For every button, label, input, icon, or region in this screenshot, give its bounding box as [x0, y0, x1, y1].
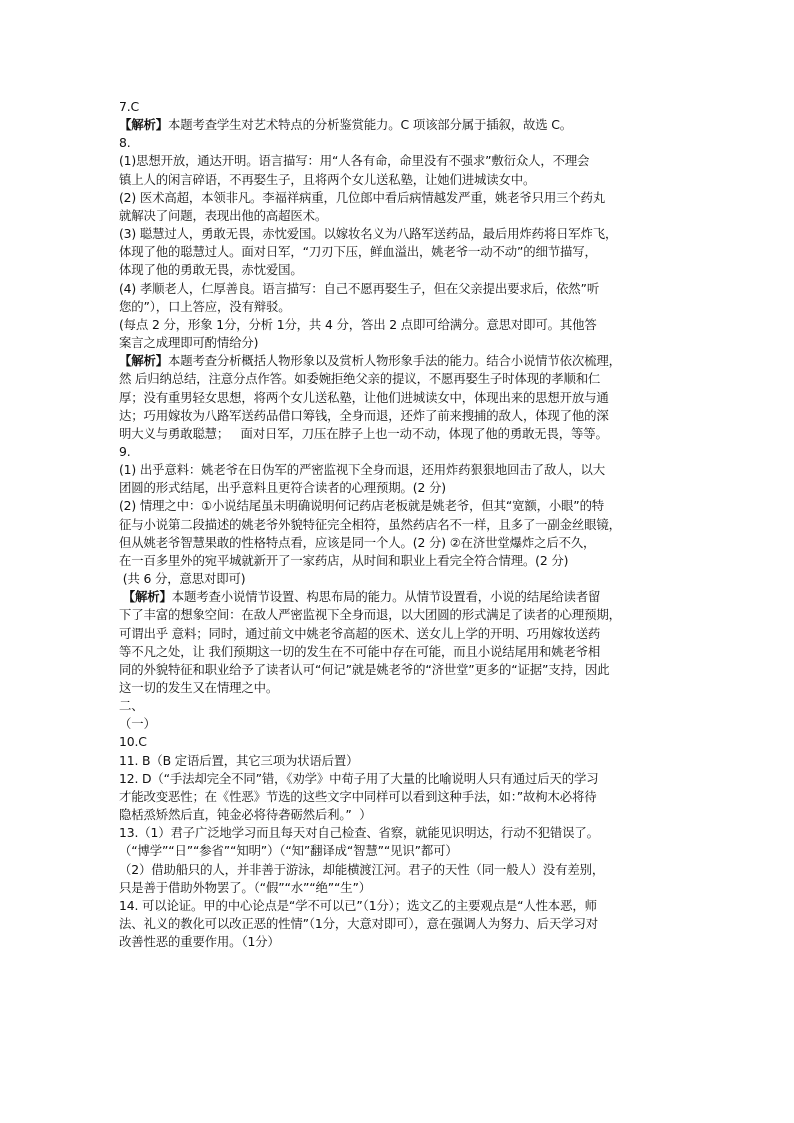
- q8-point2-line2: 就解决了问题，表现出他的高超医术。: [119, 207, 328, 223]
- q9-number: 9.: [119, 443, 131, 459]
- q9-analysis-line6: 这一切的发生又在情理之中。: [119, 680, 279, 695]
- q8-scoring-line2: 案言之成理即可酌情给分): [119, 335, 259, 351]
- answer-document: [119, 98, 679, 951]
- q8-point3-line1: (3) 聪慧过人，勇敢无畏，赤忱爱国。以嫁妆名义为八路军送药品，最后用炸药将日军炸飞，: [119, 226, 618, 242]
- q8-number: 8.: [119, 135, 131, 151]
- analysis-marker: 【解析】: [119, 117, 168, 133]
- q11-answer: 11. B（B 定语后置，其它三项为状语后置）: [119, 752, 359, 768]
- q13-part2-line1: （2）借助船只的人，并非善于游泳，却能横渡江河。君子的天性（同一般人）没有差别，: [119, 861, 605, 877]
- q13-part1-line1: 13.（1）君子广泛地学习而且每天对自己检查、省察，就能见识明达，行动不犯错误了。: [119, 825, 599, 841]
- q8-point1-line2: 镇上人的闲言碎语，不再娶生子，且将两个女儿送私塾，让她们进城读女中。: [119, 171, 536, 187]
- analysis-marker: 【解析】: [119, 353, 168, 369]
- q14-line3: 改善性恶的重要作用。（1分）: [119, 934, 280, 950]
- q14-line2: 法、礼义的教化可以改正恶的性情”（1分，大意对即可），意在强调人为努力、后天学习对: [119, 916, 598, 932]
- q8-point2-line1: (2) 医术高超，本领非凡。李福祥病重，几位郎中看后病情越发严重，姚老爷只用三个药丸: [119, 189, 606, 205]
- q10-answer: 10.C: [119, 734, 147, 750]
- q9-analysis-line3: 可谓出乎 意料；同时，通过前文中姚老爷高超的医术、送女儿上学的开明、巧用嫁妆送药: [119, 625, 601, 641]
- q8-scoring-line1: (每点 2 分，形象 1分，分析 1分，共 4 分，答出 2 点即可给满分。意思对即可。其他答: [119, 316, 597, 332]
- q8-analysis-line2: 然 后归纳总结，注意分点作答。如委婉拒绝父亲的提议，不愿再娶生子时体现的孝顺和仁: [119, 371, 601, 387]
- subsection-1-heading: （一）: [119, 716, 156, 732]
- q9-scoring: (共 6 分，意思对即可): [119, 571, 246, 587]
- q9-part2-line4: 在一百多里外的宛平城就新开了一家药店，从时间和职业上看完全符合情理。(2 分): [119, 552, 569, 568]
- q8-point3-line3: 体现了他的勇敢无畏，赤忱爱国。: [119, 262, 303, 278]
- q8-point3-line2: 体现了他的聪慧过人。面对日军，“刀刃下压，鲜血溢出，姚老爷一动不动”的细节描写，: [119, 244, 597, 260]
- q12-line2: 才能改变恶性；在《性恶》节选的这些文字中同样可以看到这种手法，如：”故枸木必将待: [119, 788, 597, 804]
- q8-analysis-line3: 厚；没有重男轻女思想，将两个女儿送私塾，让他们进城读女中，体现出来的思想开放与通: [119, 389, 609, 405]
- q8-point4-line1: (4) 孝顺老人，仁厚善良。语言描写：自己不愿再娶生子，但在父亲提出要求后，依然”听: [119, 280, 600, 296]
- q8-analysis-line1: 【解析】本题考查分析概括人物形象以及赏析人物形象手法的能力。结合小说情节依次梳理，: [119, 353, 621, 369]
- q9-analysis-line2: 下了丰富的想象空间：在敌人严密监视下全身而退，以大团圆的形式满足了读者的心理预期，: [119, 607, 621, 623]
- q9-part2-line3: 但从姚老爷智慧果敢的性格特点看，应该是同一个人。(2 分) ②在济世堂爆炸之后不久，: [119, 534, 596, 550]
- q9-analysis-line5: 同的外貌特征和职业给予了读者认可“何记”就是姚老爷的“济世堂”更多的“证据”支持，因此: [119, 661, 610, 677]
- q13-part2-line2: 只是善于借助外物罢了。（“假”“水”“绝”“生”）: [119, 879, 372, 895]
- q7-analysis: 【解析】本题考查学生对艺术特点的分析鉴赏能力。C 项该部分属于插叙，故选 C。: [119, 117, 573, 133]
- q9-part2-line2: 征与小说第二段描述的姚老爷外貌特征完全相符，虽然药店名不一样，且多了一副金丝眼镜，: [119, 516, 621, 532]
- q13-part1-line2: （“博学”“日”“参省”“知明”）（“知”翻译成“智慧”“见识”都可）: [119, 843, 458, 859]
- q8-point1-line1: (1)思想开放，通达开明。语言描写：用“人各有命，命里没有不强求”敷衍众人，不理会: [119, 153, 590, 169]
- q8-analysis-line4: 达；巧用嫁妆为八路军送药品借口筹钱，全身而退，还炸了前来搜捕的敌人，体现了他的深: [119, 407, 609, 423]
- q9-analysis-line1: 【解析】本题考查小说情节设置、构思布局的能力。从情节设置看，小说的结尾给读者留: [122, 589, 601, 605]
- q9-analysis-line4: 等不凡之处，让 我们预期这一切的发生在不可能中存在可能，而且小说结尾用和姚老爷相: [119, 643, 601, 659]
- q9-part2-line1: (2) 情理之中：①小说结尾虽未明确说明何记药店老板就是姚老爷，但其“宽额，小眼”的特: [119, 498, 605, 514]
- q8-point4-line2: 您的”），口上答应，没有辩驳。: [119, 298, 291, 314]
- q14-line1: 14. 可以论证。甲的中心论点是“学不可以已”（1分）；选文乙的主要观点是“人性本恶，师: [119, 897, 597, 913]
- q9-part1-line2: 团圆的形式结尾，出乎意料且更符合读者的心理预期。(2 分): [119, 480, 446, 496]
- q8-analysis-line5: 明大义与勇敢聪慧； 面对日军，刀压在脖子上也一动不动，体现了他的勇敢无畏，等等。: [119, 425, 608, 441]
- q9-part1-line1: (1) 出乎意料：姚老爷在日伪军的严密监视下全身而退，还用炸药狠狠地回击了敌人，以大: [119, 462, 606, 478]
- q7-answer: 7.C: [119, 99, 140, 114]
- section-2-heading: 二、: [119, 698, 144, 714]
- q12-line3: 隐栝烝矫然后直，钝金必将待砻砺然后利。” ）: [119, 807, 372, 823]
- q12-line1: 12. D（“手法却完全不同”错，《劝学》中荀子用了大量的比喻说明人只有通过后天的学习: [119, 770, 599, 786]
- analysis-marker: 【解析】: [122, 589, 172, 605]
